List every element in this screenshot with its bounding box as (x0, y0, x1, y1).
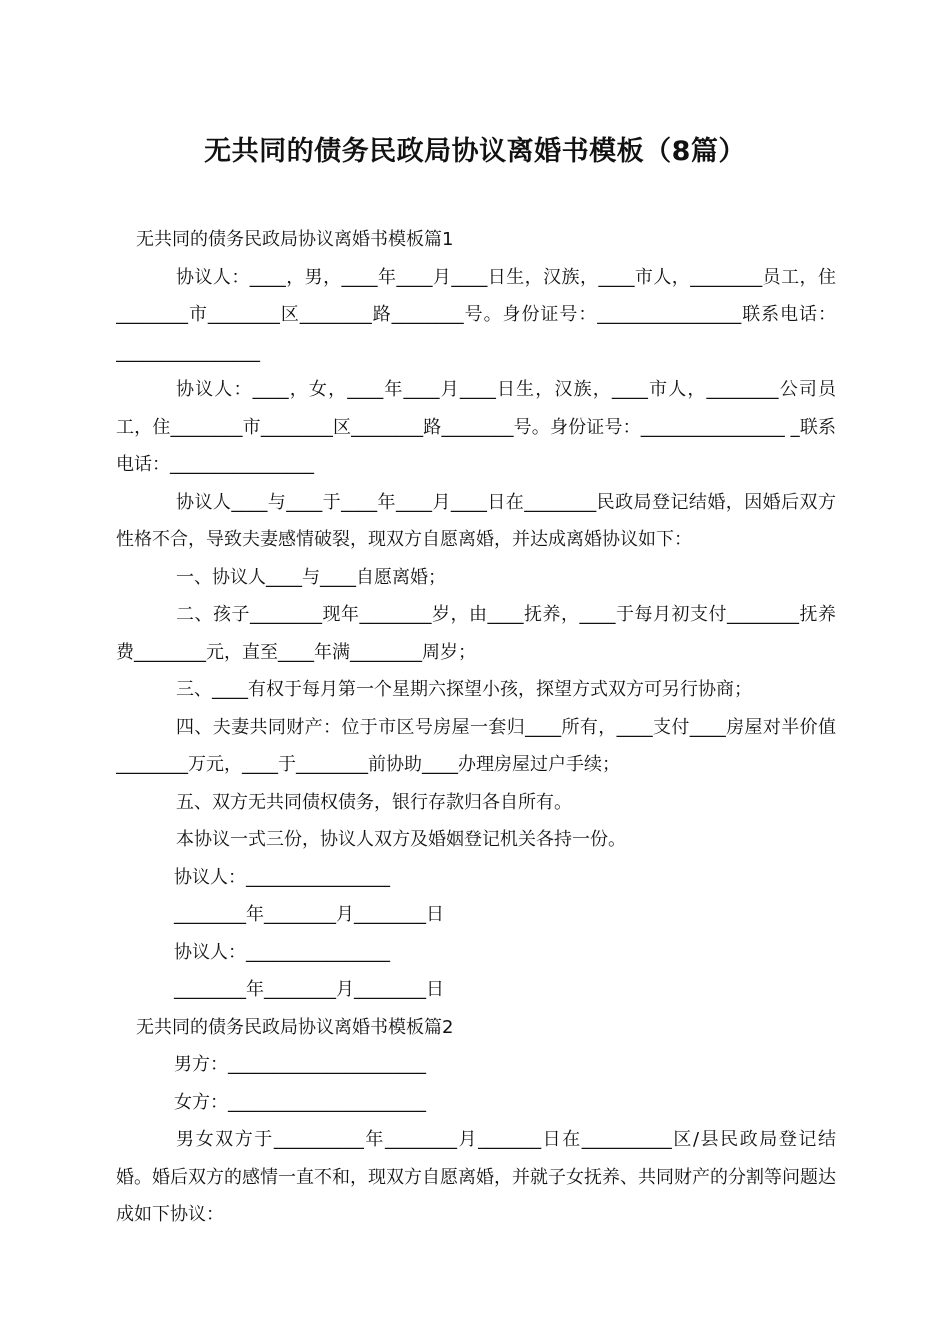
clause-four: 四、夫妻共同财产：位于市区号房屋一套归____所有，____支付____房屋对半价值________万元，____于________前协助____办理房屋过户手续； (116, 716, 836, 775)
document-body (116, 221, 836, 1234)
clause-three: 三、____有权于每月第一个星期六探望小孩，探望方式双方可另行协商； (176, 679, 752, 700)
section-heading-1: 无共同的债务民政局协议离婚书模板篇1 (136, 229, 454, 250)
clause-one: 一、协议人____与____自愿离婚； (176, 566, 446, 588)
date-line-party-one: ________年________月________日 (174, 904, 444, 925)
marriage-statement-paragraph: 协议人____与____于____年____月____日在________民政局登记结婚，因婚后双方性格不合，导致夫妻感情破裂，现双方自愿离婚，并达成离婚协议如下： (116, 491, 836, 550)
male-party-line: 男方：______________________ (174, 1054, 426, 1075)
date-line-party-two: ________年________月________日 (174, 979, 444, 1000)
party-one-paragraph: 协议人：____，男，____年____月____日生，汉族，____市人，________员工，住________市________区________路________号。身份证号：________________联系电话：________________ (116, 266, 836, 363)
signature-line-party-two: 协议人：________________ (174, 941, 390, 963)
agreement-intro-paragraph: 男女双方于__________年________月_______日在__________区/县民政局登记结婚。婚后双方的感情一直不和，现双方自愿离婚，并就子女抚养、共同财产的分割等问题达成如下协议： (116, 1129, 836, 1225)
clause-two: 二、孩子________现年________岁，由____抚养，____于每月初支付________抚养费________元，直至____年满________周岁； (116, 604, 836, 663)
document-title: 无共同的债务民政局协议离婚书模板（8篇） (204, 136, 746, 167)
copies-statement: 本协议一式三份，协议人双方及婚姻登记机关各持一份。 (176, 829, 626, 850)
signature-line-party-one: 协议人：________________ (174, 866, 390, 888)
female-party-line: 女方：______________________ (174, 1091, 426, 1113)
clause-five: 五、双方无共同债权债务，银行存款归各自所有。 (176, 791, 572, 813)
section-heading-2: 无共同的债务民政局协议离婚书模板篇2 (136, 1016, 454, 1038)
party-two-paragraph: 协议人：____，女，____年____月____日生，汉族，____市人，________公司员工，住________市________区________路________号。身份证号：________________ _联系电话：________________ (116, 379, 836, 475)
